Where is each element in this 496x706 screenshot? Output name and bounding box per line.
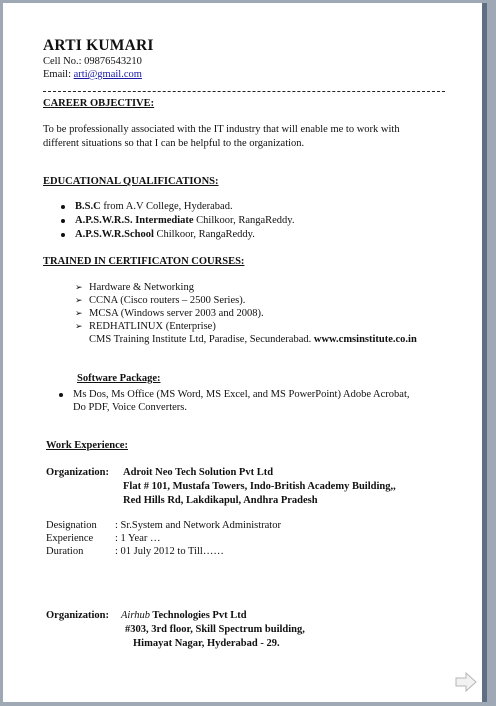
arrow-bullet-icon: ➢ [75,308,83,318]
software-text: Ms Dos, Ms Office (MS Word, MS Excel, and MS PowerPoint) Adobe Acrobat, [73,389,410,400]
career-objective-heading: CAREER OBJECTIVE: [43,98,155,109]
career-line-1: To be professionally associated with the IT industry that will enable me to work with [43,124,400,135]
training-heading: TRAINED IN CERTIFICATON COURSES: [43,256,245,267]
org1-address-2: Red Hills Rd, Lakdikapul, Andhra Pradesh [123,495,318,506]
education-item [61,228,255,241]
training-item-label: CCNA (Cisco routers – 2500 Series). [89,295,246,306]
experience-value: : 1 Year … [115,533,161,544]
arrow-bullet-icon: ➢ [75,321,83,331]
software-line-1 [59,388,410,401]
education-item [61,200,233,213]
experience-label: Experience [46,533,94,544]
training-item [75,294,245,307]
training-item [75,307,264,320]
work-experience-heading: Work Experience: [46,440,128,451]
education-degree: A.P.S.W.R.S. Intermediate [75,215,194,226]
bullet-icon [61,205,65,209]
bullet-icon [61,219,65,223]
duration-value: : 01 July 2012 to Till…… [115,546,224,557]
designation-value: : Sr.System and Network Administrator [115,520,281,531]
bullet-icon [59,393,63,397]
duration-label: Duration [46,546,84,557]
education-heading: EDUCATIONAL QUALIFICATIONS: [43,176,219,187]
designation-label: Designation [46,520,97,531]
arrow-bullet-icon: ➢ [75,282,83,292]
education-place: from A.V College, Hyderabad. [100,201,233,212]
software-line-2: Do PDF, Voice Converters. [73,402,187,413]
education-degree: A.P.S.W.R.School [75,229,154,240]
org2-address-2: Himayat Nagar, Hyderabad - 29. [133,638,280,649]
career-line-2: different situations so that I can be helpful to the organization. [43,138,305,149]
training-item-label: Hardware & Networking [89,282,194,293]
bullet-icon [61,233,65,237]
training-item-label: REDHATLINUX (Enterprise) [89,321,216,332]
education-degree: B.S.C [75,201,101,212]
training-item [75,281,194,294]
education-place: Chilkoor, RangaReddy. [193,215,295,226]
org1-name: Adroit Neo Tech Solution Pvt Ltd [123,467,274,478]
org2-label: Organization: [46,610,109,621]
career-objective-text [43,123,455,151]
divider [43,83,445,92]
org2-name [121,609,247,622]
org1-label: Organization: [46,467,109,478]
org2-address-1: #303, 3rd floor, Skill Spectrum building, [125,624,305,635]
org1-address-1: Flat # 101, Mustafa Towers, Indo-British Academy Building,, [123,481,396,492]
training-item [75,320,216,333]
org2-name-rest: Technologies Pvt Ltd [149,610,247,621]
email-line [43,68,142,81]
email-link[interactable]: arti@gmail.com [73,69,142,80]
org2-name-italic: Airhub [121,610,150,621]
cell-number: Cell No.: 09876543210 [43,56,142,67]
candidate-name: ARTI KUMARI [43,37,154,54]
training-institute [89,333,417,346]
arrow-bullet-icon: ➢ [75,295,83,305]
next-page-arrow-icon[interactable] [454,671,478,693]
institute-name: CMS Training Institute Ltd, Paradise, Secunderabad. [89,334,314,345]
education-item [61,214,295,227]
training-item-label: MCSA (Windows server 2003 and 2008). [89,308,264,319]
education-place: Chilkoor, RangaReddy. [153,229,255,240]
institute-website: www.cmsinstitute.co.in [313,334,417,345]
resume-page [3,3,487,702]
email-label: Email: [43,69,74,80]
software-heading: Software Package: [77,373,161,384]
